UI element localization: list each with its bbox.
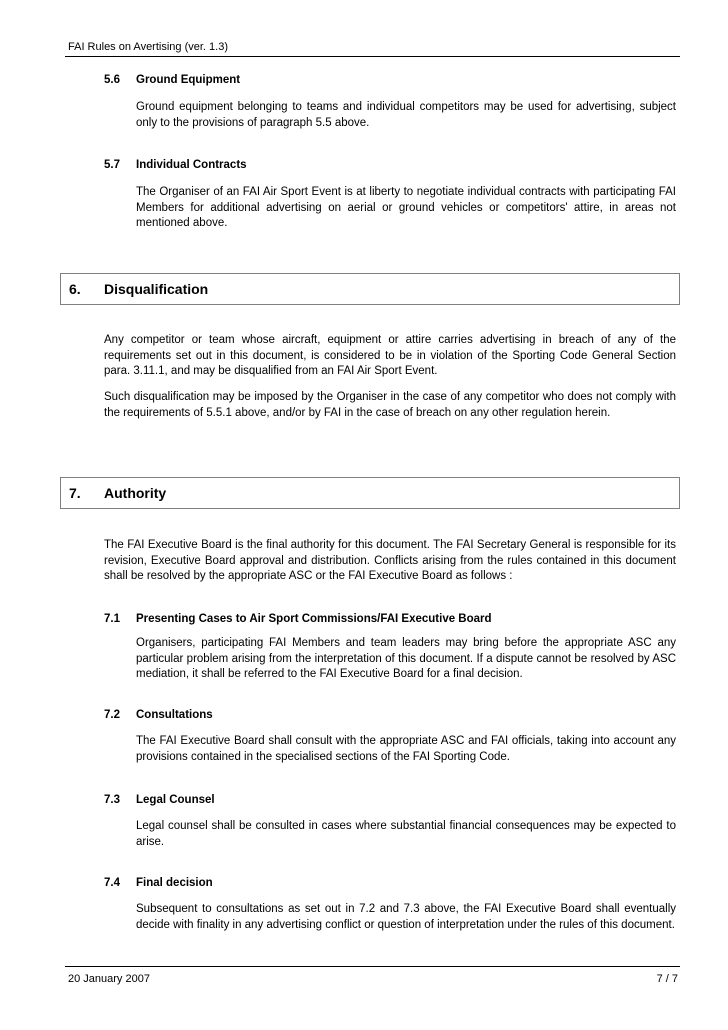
subsection-title-7-2: Consultations [136, 709, 213, 721]
subsection-number-7-4: 7.4 [104, 877, 120, 889]
footer-date: 20 January 2007 [68, 973, 150, 985]
subsection-number-7-3: 7.3 [104, 794, 120, 806]
subsection-text-7-3: Legal counsel shall be consulted in cases where substantial financial consequences may be expected to arise. [136, 820, 676, 848]
subsection-title-5-7: Individual Contracts [136, 159, 247, 171]
subsection-text-7-1: Organisers, participating FAI Members and team leaders may bring before the appropriate ASC any particular problem arising from the interpretation of this document. If a dispute cannot be resolved by ASC mediation, it shall be referred to the FAI Executive Board for a final decision. [136, 637, 676, 680]
subsection-number-5-7: 5.7 [104, 159, 120, 171]
section-title-7: Authority [104, 485, 167, 501]
page-number: 7 / 7 [656, 973, 678, 985]
subsection-number-7-1: 7.1 [104, 613, 120, 625]
subsection-number-5-6: 5.6 [104, 74, 120, 86]
section-title-6: Disqualification [104, 281, 209, 297]
page-header: FAI Rules on Avertising (ver. 1.3) [68, 41, 228, 53]
section-number-7: 7. [69, 485, 81, 501]
subsection-text-5-7: The Organiser of an FAI Air Sport Event is at liberty to negotiate individual contracts with participating FAI Members for additional advertising on aerial or ground vehicles or competitors' attire, in areas not mentioned above. [136, 186, 676, 229]
subsection-title-7-4: Final decision [136, 877, 213, 889]
section-7-intro: The FAI Executive Board is the final authority for this document. The FAI Secretary General is responsible for its revision, Executive Board approval and distribution. Conflicts arising from the rules contained in this document shall be resolved by the appropriate ASC or the FAI Executive Board as follows : [104, 539, 676, 582]
header-rule [65, 56, 680, 57]
subsection-title-7-1: Presenting Cases to Air Sport Commissions/FAI Executive Board [136, 613, 492, 625]
section-number-6: 6. [69, 281, 81, 297]
subsection-title-7-3: Legal Counsel [136, 794, 215, 806]
subsection-title-5-6: Ground Equipment [136, 74, 241, 86]
subsection-text-7-4: Subsequent to consultations as set out in 7.2 and 7.3 above, the FAI Executive Board shall eventually decide with finality in any advertising conflict or question of interpretation under the rules of this document. [136, 903, 676, 931]
section-6-paragraph-2: Such disqualification may be imposed by the Organiser in the case of any competitor who does not comply with the requirements of 5.5.1 above, and/or by FAI in the case of breach on any other regulation herein. [104, 391, 676, 419]
subsection-text-7-2: The FAI Executive Board shall consult with the appropriate ASC and FAI officials, taking into account any provisions contained in the specialised sections of the FAI Sporting Code. [136, 735, 676, 763]
subsection-number-7-2: 7.2 [104, 709, 120, 721]
subsection-text-5-6: Ground equipment belonging to teams and individual competitors may be used for advertising, subject only to the provisions of paragraph 5.5 above. [136, 101, 676, 129]
footer-rule [65, 966, 680, 967]
section-heading-6 [60, 273, 680, 305]
section-6-paragraph-1: Any competitor or team whose aircraft, equipment or attire carries advertising in breach of any of the requirements set out in this document, is considered to be in violation of the Sporting Code General Section para. 3.11.1, and may be disqualified from an FAI Air Sport Event. [104, 334, 676, 377]
section-heading-7 [60, 477, 680, 509]
